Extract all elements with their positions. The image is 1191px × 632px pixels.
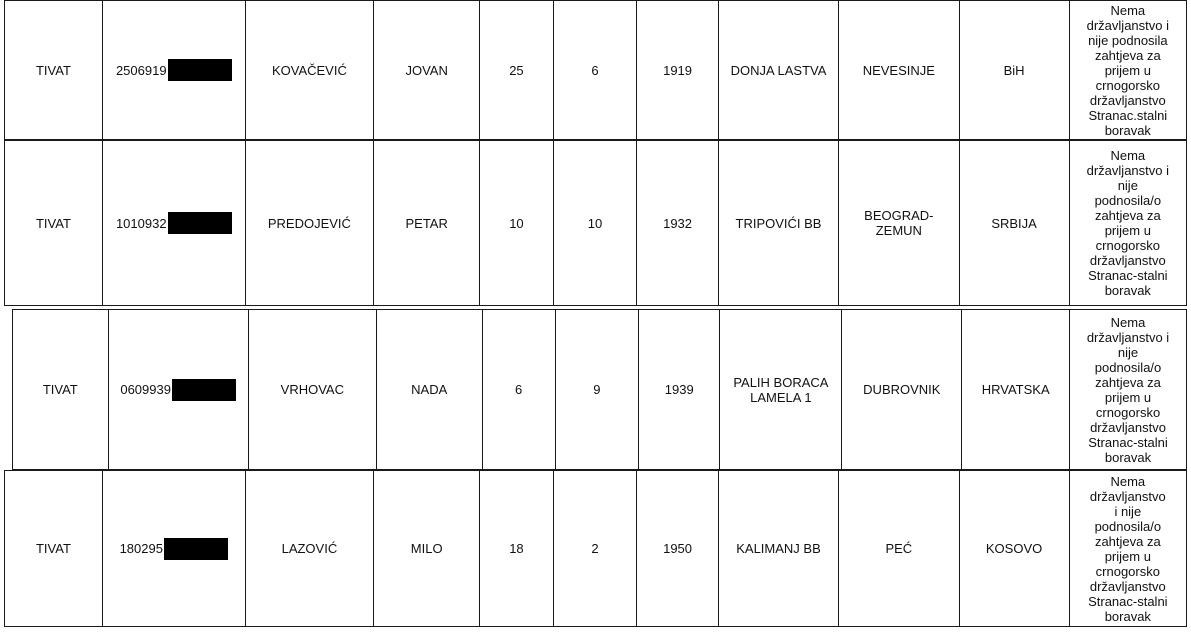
table-row (5, 141, 1187, 306)
table-row (5, 471, 1187, 627)
birthplace-cell: BEOGRAD- ZEMUN (839, 141, 959, 306)
country-cell: BiH (959, 1, 1069, 140)
day-cell: 18 (480, 471, 553, 627)
country-cell: SRBIJA (959, 141, 1069, 306)
id-prefix: 180295 (119, 541, 163, 556)
year-cell: 1919 (637, 1, 719, 140)
country-cell: HRVATSKA (962, 310, 1070, 470)
name-cell: NADA (376, 310, 482, 470)
redaction-block (168, 212, 232, 234)
record-table-2 (4, 140, 1187, 306)
redaction-block (164, 538, 228, 560)
address-cell: PALIH BORACA LAMELA 1 (720, 310, 842, 470)
month-cell: 9 (555, 310, 638, 470)
id-cell (108, 310, 248, 470)
record-table-4 (4, 470, 1187, 627)
id-cell (102, 471, 245, 627)
id-prefix: 2506919 (115, 62, 167, 78)
year-cell: 1939 (639, 310, 720, 470)
day-cell: 6 (482, 310, 555, 470)
country-cell: KOSOVO (959, 471, 1069, 627)
municipality-cell: TIVAT (5, 141, 103, 306)
year-cell: 1932 (637, 141, 719, 306)
table-row (5, 1, 1187, 140)
day-cell: 25 (480, 1, 553, 140)
surname-cell: VRHOVAC (248, 310, 376, 470)
surname-cell: KOVAČEVIĆ (245, 1, 374, 140)
name-cell: JOVAN (374, 1, 480, 140)
birthplace-cell: PEĆ (839, 471, 959, 627)
record-table-1 (4, 0, 1187, 140)
birthplace-cell: DUBROVNIK (842, 310, 962, 470)
address-cell: DONJA LASTVA (718, 1, 838, 140)
note-cell: Nema državljanstvo i nije podnosila/o zahtjeva za prijem u crnogorsko državljanstvo Stranac-stalni boravak (1070, 310, 1187, 470)
id-cell (102, 1, 245, 140)
municipality-cell: TIVAT (13, 310, 109, 470)
note-cell: Nema državljanstvo i nije podnosila zahtjeva za prijem u crnogorsko državljanstvo Stranac.stalni boravak (1069, 1, 1186, 140)
note-cell: Nema državljanstvo i nije podnosila/o zahtjeva za prijem u crnogorsko državljanstvo Stranac-stalni boravak (1069, 471, 1186, 627)
table-row (13, 310, 1187, 470)
record-table-3 (12, 309, 1187, 470)
surname-cell: PREDOJEVIĆ (245, 141, 374, 306)
redaction-block (172, 379, 236, 401)
month-cell: 2 (553, 471, 637, 627)
address-cell: KALIMANJ BB (718, 471, 838, 627)
id-prefix: 1010932 (115, 215, 167, 231)
day-cell: 10 (480, 141, 553, 306)
name-cell: PETAR (374, 141, 480, 306)
surname-cell: LAZOVIĆ (245, 471, 374, 627)
year-cell: 1950 (637, 471, 719, 627)
id-cell (102, 141, 245, 306)
month-cell: 10 (553, 141, 637, 306)
id-prefix: 0609939 (120, 382, 171, 397)
municipality-cell: TIVAT (5, 471, 103, 627)
address-cell: TRIPOVIĆI BB (718, 141, 838, 306)
note-cell: Nema državljanstvo i nije podnosila/o zahtjeva za prijem u crnogorsko državljanstvo Stranac-stalni boravak (1069, 141, 1186, 306)
municipality-cell: TIVAT (5, 1, 103, 140)
redaction-block (168, 59, 232, 81)
name-cell: MILO (374, 471, 480, 627)
month-cell: 6 (553, 1, 637, 140)
birthplace-cell: NEVESINJE (839, 1, 959, 140)
